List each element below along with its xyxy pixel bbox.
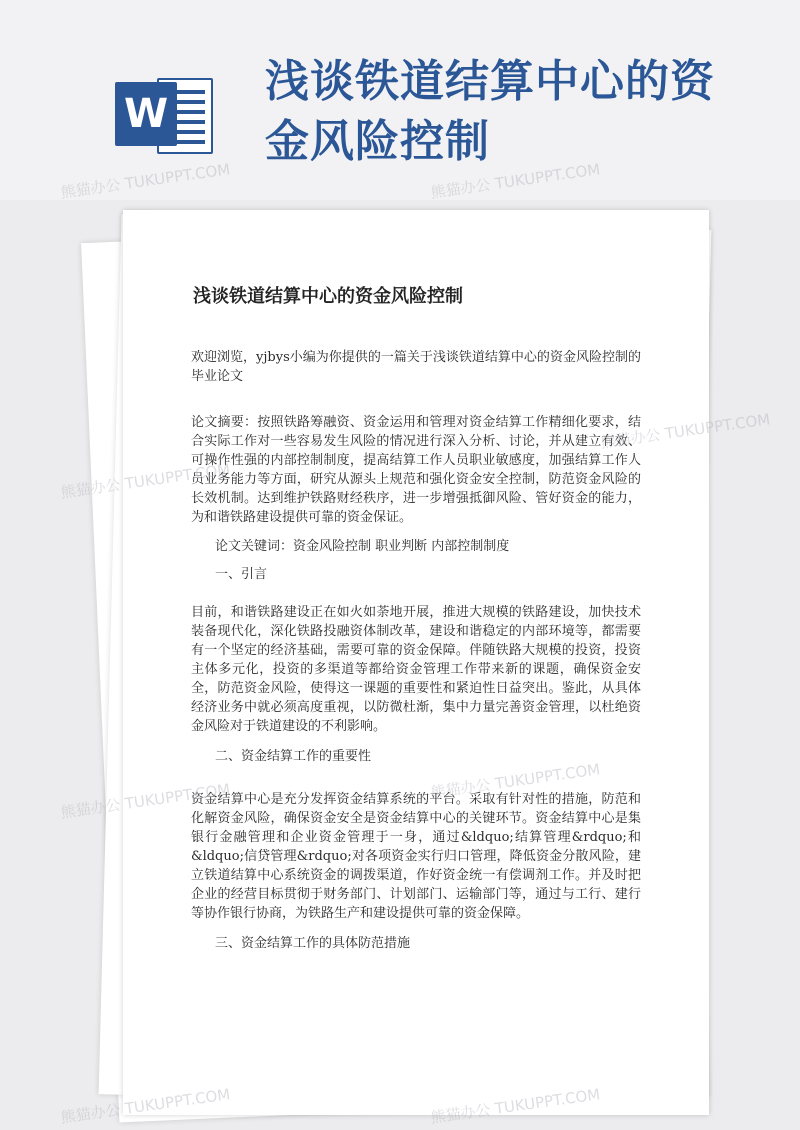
- section3-heading: 三、资金结算工作的具体防范措施: [215, 936, 411, 951]
- word-document-icon: [115, 70, 215, 160]
- document-title: 浅谈铁道结算中心的资金风险控制: [193, 286, 463, 307]
- watermark: 熊猫办公 TUKUPPT.COM: [59, 160, 232, 202]
- section1-body: 目前，和谐铁路建设正在如火如荼地开展，推进大规模的铁路建设，加快技术装备现代化，深化铁路投融资体制改革，建设和谐稳定的内部环境等，都需要有一个坚定的经济基础，需要可靠的资金保障。伴随铁路大规模的投资，投资主体多元化，投资的多渠道等都给资金管理工作带来新的课题，确保资金安全，防范资金风险，使得这一课题的重要性和紧迫性日益突出。鉴此，从具体经济业务中就必须高度重视，以防微杜渐，集中力量完善资金管理，以杜绝资金风险对于铁道建设的不利影响。: [191, 605, 641, 734]
- section1-heading: 一、引言: [215, 567, 268, 582]
- watermark: 熊猫办公 TUKUPPT.COM: [429, 1085, 602, 1127]
- watermark: 熊猫办公 TUKUPPT.COM: [59, 460, 232, 502]
- banner-title: 浅谈铁道结算中心的资金风险控制: [265, 56, 715, 167]
- watermark: 熊猫办公 TUKUPPT.COM: [59, 780, 232, 822]
- section2-body: 资金结算中心是充分发挥资金结算系统的平台。采取有针对性的措施，防范和化解资金风险，确保资金安全是资金结算中心的关键环节。资金结算中心是集银行金融管理和企业资金管理于一身，通过&ldquo;结算管理&rdquo;和&ldquo;信贷管理&rdquo;对各项资金实行归口管理，降低资金分散风险，建立铁道结算中心系统资金的调拨渠道，作好资金统一有偿调剂工作。并及时把企业的经营目标贯彻于财务部门、计划部门、运输部门等，通过与工行、建行等协作银行协商，为铁路生产和建设提供可靠的资金保障。: [191, 792, 641, 921]
- welcome-text: 欢迎浏览，yjbys小编为你提供的一篇关于浅谈铁道结算中心的资金风险控制的毕业论文: [191, 350, 641, 384]
- keywords-text: 论文关键词：资金风险控制 职业判断 内部控制制度: [215, 539, 510, 554]
- watermark: 熊猫办公 TUKUPPT.COM: [429, 760, 602, 802]
- watermark: 熊猫办公 TUKUPPT.COM: [599, 410, 772, 452]
- document-page: [123, 210, 709, 1115]
- abstract-text: 论文摘要：按照铁路筹融资、资金运用和管理对资金结算工作精细化要求，结合实际工作对一些容易发生风险的情况进行深入分析、讨论，并从建立有效、可操作性强的内部控制制度，提高结算工作人员职业敏感度，加强结算工作人员业务能力等方面，研究从源头上规范和强化资金安全控制，防范资金风险的长效机制。达到维护铁路财经秩序，进一步增强抵御风险、管好资金的能力，为和谐铁路建设提供可靠的资金保证。: [191, 415, 641, 525]
- section2-heading: 二、资金结算工作的重要性: [215, 749, 372, 764]
- watermark: 熊猫办公 TUKUPPT.COM: [429, 160, 602, 202]
- watermark: 熊猫办公 TUKUPPT.COM: [59, 1085, 232, 1127]
- word-logo-letter: W: [115, 82, 177, 146]
